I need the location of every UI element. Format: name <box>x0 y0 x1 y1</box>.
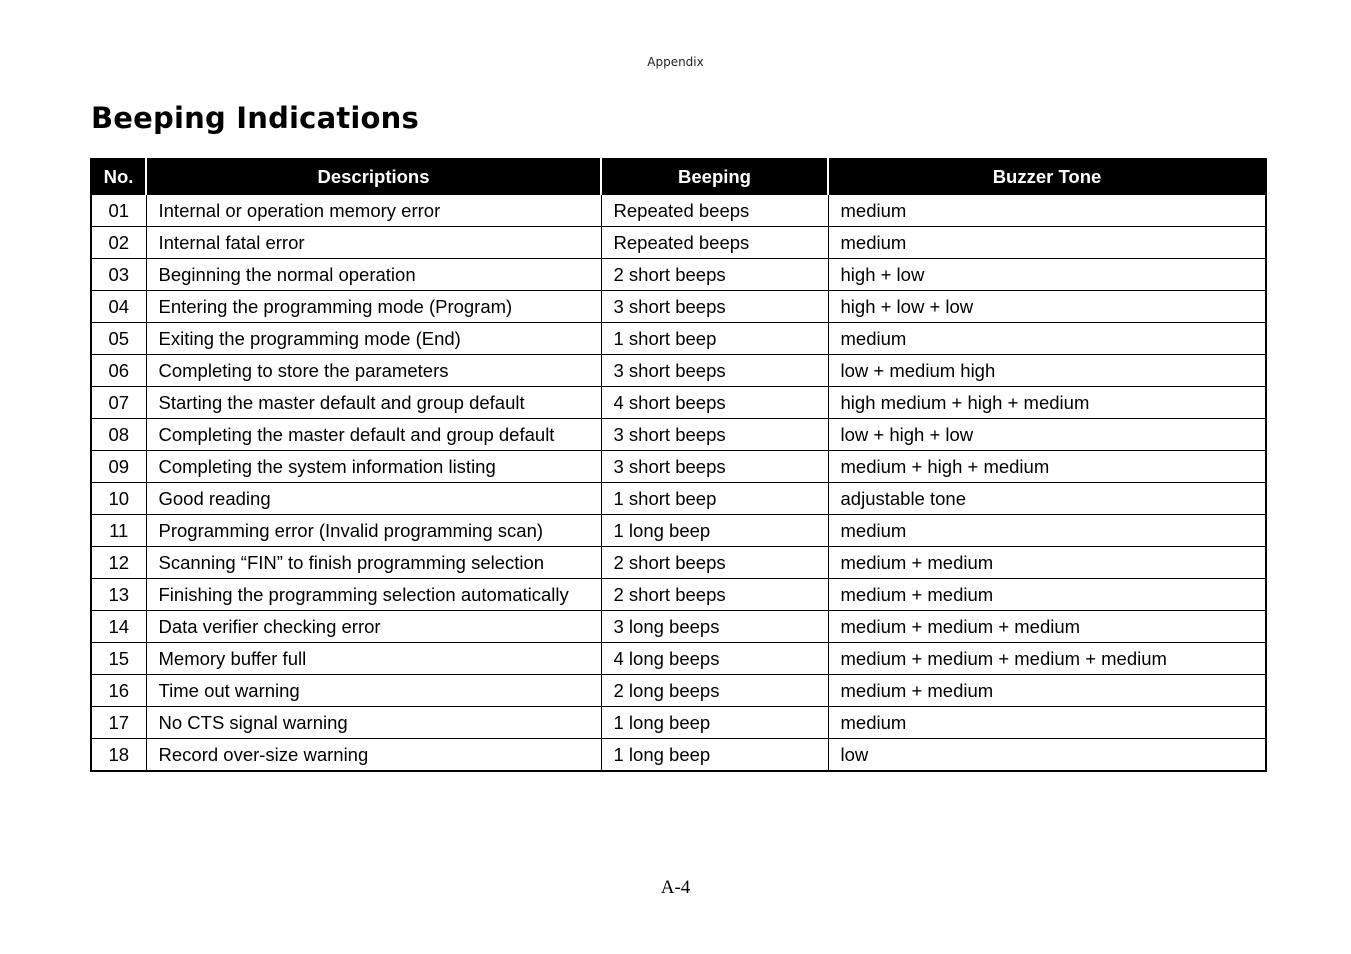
table-row <box>91 195 1266 227</box>
cell-description: Exiting the programming mode (End) <box>146 323 601 355</box>
column-header-descriptions: Descriptions <box>146 159 601 195</box>
cell-number: 14 <box>91 611 146 643</box>
beeping-indications-table <box>90 158 1267 772</box>
cell-beeping: 2 short beeps <box>601 547 828 579</box>
cell-beeping: 2 short beeps <box>601 259 828 291</box>
cell-beeping: 3 short beeps <box>601 451 828 483</box>
cell-number: 17 <box>91 707 146 739</box>
cell-beeping: Repeated beeps <box>601 195 828 227</box>
cell-buzzer-tone: adjustable tone <box>828 483 1266 515</box>
cell-buzzer-tone: high + low + low <box>828 291 1266 323</box>
cell-number: 11 <box>91 515 146 547</box>
cell-beeping: 3 short beeps <box>601 419 828 451</box>
column-header-buzzer-tone: Buzzer Tone <box>828 159 1266 195</box>
cell-buzzer-tone: medium + medium + medium + medium <box>828 643 1266 675</box>
cell-description: Entering the programming mode (Program) <box>146 291 601 323</box>
cell-number: 18 <box>91 739 146 772</box>
cell-description: Starting the master default and group default <box>146 387 601 419</box>
cell-number: 03 <box>91 259 146 291</box>
cell-number: 10 <box>91 483 146 515</box>
table-row <box>91 387 1266 419</box>
column-header-no: No. <box>91 159 146 195</box>
table-row <box>91 515 1266 547</box>
cell-description: Internal or operation memory error <box>146 195 601 227</box>
cell-beeping: 2 short beeps <box>601 579 828 611</box>
table-row <box>91 707 1266 739</box>
page-number: A-4 <box>660 877 691 898</box>
table-body <box>91 195 1266 772</box>
cell-description: Internal fatal error <box>146 227 601 259</box>
running-header: Appendix <box>647 55 704 69</box>
cell-number: 08 <box>91 419 146 451</box>
cell-buzzer-tone: high medium + high + medium <box>828 387 1266 419</box>
cell-buzzer-tone: medium + medium <box>828 579 1266 611</box>
column-header-beeping: Beeping <box>601 159 828 195</box>
cell-description: Completing the master default and group default <box>146 419 601 451</box>
cell-beeping: 3 short beeps <box>601 355 828 387</box>
cell-description: Scanning “FIN” to finish programming selection <box>146 547 601 579</box>
table-row <box>91 419 1266 451</box>
cell-buzzer-tone: medium <box>828 195 1266 227</box>
cell-description: Completing the system information listing <box>146 451 601 483</box>
table-row <box>91 579 1266 611</box>
cell-buzzer-tone: medium + medium <box>828 675 1266 707</box>
cell-buzzer-tone: medium + high + medium <box>828 451 1266 483</box>
cell-number: 04 <box>91 291 146 323</box>
cell-buzzer-tone: medium + medium + medium <box>828 611 1266 643</box>
table-row <box>91 547 1266 579</box>
cell-buzzer-tone: medium <box>828 515 1266 547</box>
cell-number: 12 <box>91 547 146 579</box>
table-row <box>91 739 1266 772</box>
table-row <box>91 355 1266 387</box>
cell-number: 02 <box>91 227 146 259</box>
cell-description: Programming error (Invalid programming scan) <box>146 515 601 547</box>
cell-buzzer-tone: low + high + low <box>828 419 1266 451</box>
cell-beeping: 1 long beep <box>601 515 828 547</box>
cell-buzzer-tone: low <box>828 739 1266 772</box>
cell-number: 06 <box>91 355 146 387</box>
cell-description: Beginning the normal operation <box>146 259 601 291</box>
table-row <box>91 259 1266 291</box>
cell-description: Good reading <box>146 483 601 515</box>
cell-number: 07 <box>91 387 146 419</box>
cell-number: 15 <box>91 643 146 675</box>
table-row <box>91 675 1266 707</box>
table-row <box>91 323 1266 355</box>
cell-description: No CTS signal warning <box>146 707 601 739</box>
table-row <box>91 291 1266 323</box>
cell-number: 01 <box>91 195 146 227</box>
cell-beeping: 3 long beeps <box>601 611 828 643</box>
cell-beeping: 3 short beeps <box>601 291 828 323</box>
cell-buzzer-tone: medium + medium <box>828 547 1266 579</box>
cell-description: Record over-size warning <box>146 739 601 772</box>
cell-buzzer-tone: low + medium high <box>828 355 1266 387</box>
cell-number: 13 <box>91 579 146 611</box>
cell-buzzer-tone: medium <box>828 707 1266 739</box>
cell-description: Time out warning <box>146 675 601 707</box>
cell-description: Data verifier checking error <box>146 611 601 643</box>
cell-beeping: 1 short beep <box>601 323 828 355</box>
table-row <box>91 227 1266 259</box>
cell-beeping: Repeated beeps <box>601 227 828 259</box>
table-row <box>91 483 1266 515</box>
cell-beeping: 4 short beeps <box>601 387 828 419</box>
cell-beeping: 2 long beeps <box>601 675 828 707</box>
page-title: Beeping Indications <box>91 101 419 135</box>
cell-description: Memory buffer full <box>146 643 601 675</box>
cell-beeping: 4 long beeps <box>601 643 828 675</box>
cell-beeping: 1 long beep <box>601 739 828 772</box>
cell-buzzer-tone: medium <box>828 227 1266 259</box>
cell-beeping: 1 long beep <box>601 707 828 739</box>
cell-number: 05 <box>91 323 146 355</box>
table-row <box>91 643 1266 675</box>
cell-number: 09 <box>91 451 146 483</box>
table-row <box>91 451 1266 483</box>
table-header-row <box>91 159 1266 195</box>
cell-buzzer-tone: high + low <box>828 259 1266 291</box>
cell-buzzer-tone: medium <box>828 323 1266 355</box>
table-row <box>91 611 1266 643</box>
cell-description: Completing to store the parameters <box>146 355 601 387</box>
cell-number: 16 <box>91 675 146 707</box>
cell-description: Finishing the programming selection automatically <box>146 579 601 611</box>
cell-beeping: 1 short beep <box>601 483 828 515</box>
